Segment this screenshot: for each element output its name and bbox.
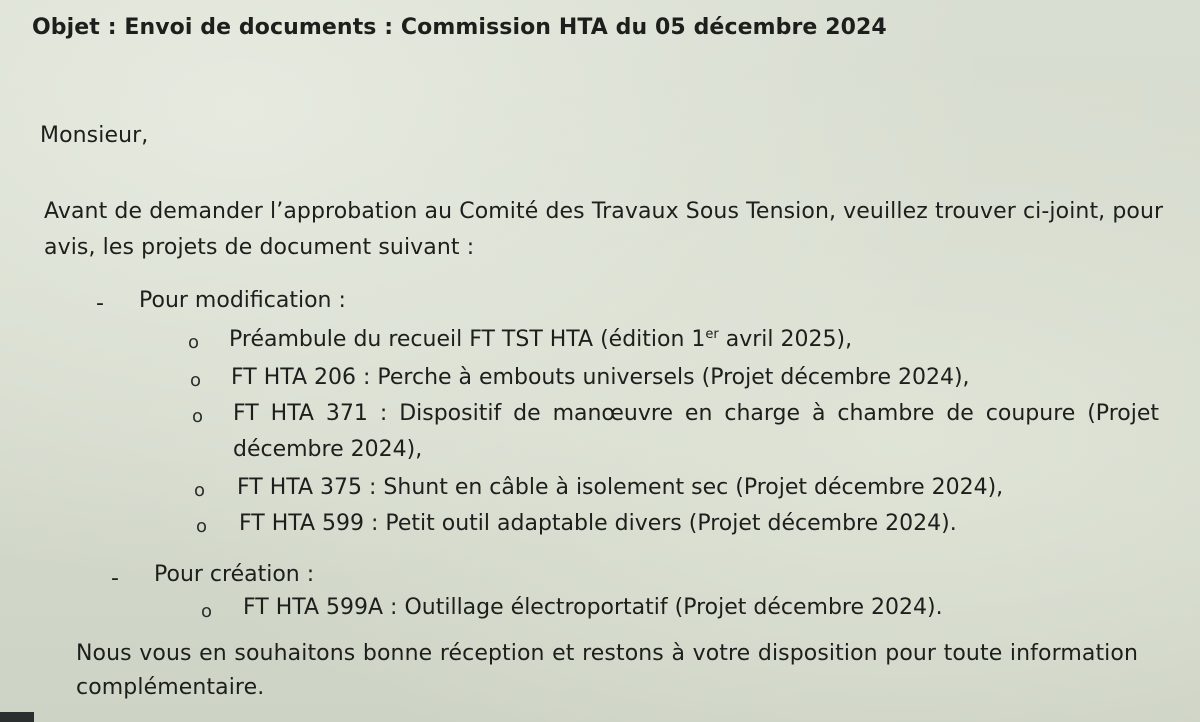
list-bullet: o — [196, 516, 208, 537]
list-item-hta-371-continuation: décembre 2024), — [233, 437, 423, 462]
list-item-preambule — [229, 326, 852, 354]
creation-label: Pour création : — [154, 562, 315, 587]
list-bullet: o — [188, 332, 200, 353]
list-item-preambule-text-end: avril 2025), — [718, 327, 853, 352]
closing-paragraph-line-1: Nous vous en souhaitons bonne réception et restons à votre disposition pour toute information — [76, 641, 1138, 666]
taskbar-fragment — [0, 712, 34, 722]
list-dash: - — [111, 566, 119, 591]
list-bullet: o — [194, 480, 206, 501]
list-item-hta-206: FT HTA 206 : Perche à embouts universels (Projet décembre 2024), — [231, 365, 970, 390]
list-item-hta-599a: FT HTA 599A : Outillage électroportatif (Projet décembre 2024). — [243, 595, 943, 620]
intro-paragraph-line-1: Avant de demander l’approbation au Comité des Travaux Sous Tension, veuillez trouver ci-joint, pour — [44, 199, 1164, 224]
list-item-hta-375: FT HTA 375 : Shunt en câble à isolement sec (Projet décembre 2024), — [237, 475, 1004, 500]
modification-label: Pour modification : — [139, 288, 346, 313]
list-dash: - — [96, 291, 104, 316]
list-bullet: o — [201, 601, 213, 622]
list-item-preambule-text: Préambule du recueil FT TST HTA (édition 1 — [229, 327, 706, 352]
list-item-hta-599: FT HTA 599 : Petit outil adaptable divers (Projet décembre 2024). — [239, 511, 957, 536]
salutation: Monsieur, — [40, 123, 149, 148]
intro-paragraph-line-2: avis, les projets de document suivant : — [44, 235, 475, 260]
list-bullet: o — [192, 406, 204, 427]
closing-paragraph-line-2: complémentaire. — [76, 675, 265, 700]
list-item-hta-371: FT HTA 371 : Dispositif de manœuvre en charge à chambre de coupure (Projet — [233, 401, 1159, 426]
subject-line: Objet : Envoi de documents : Commission HTA du 05 décembre 2024 — [32, 15, 887, 40]
list-bullet: o — [190, 370, 202, 391]
superscript-er: er — [705, 327, 719, 342]
